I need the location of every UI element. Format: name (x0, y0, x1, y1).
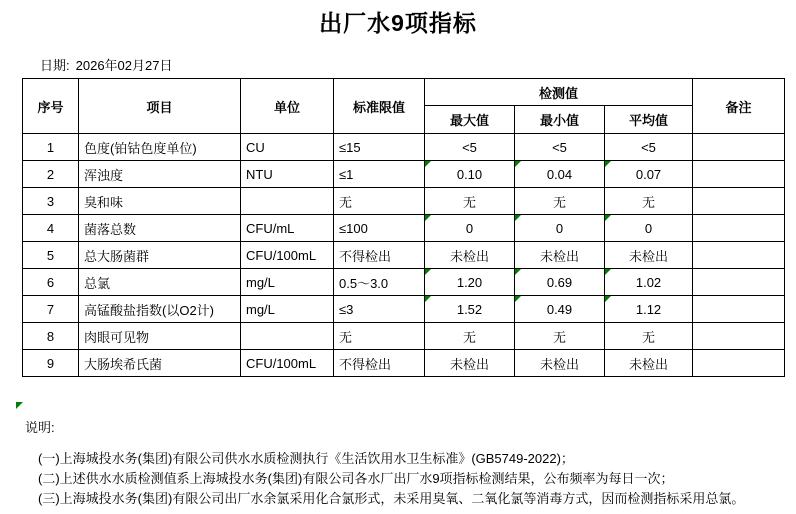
excel-flag-icon (515, 215, 521, 221)
cell-unit: CFU/100mL (241, 350, 334, 377)
cell-max: 无 (425, 188, 515, 215)
cell-limit: 无 (334, 188, 425, 215)
table-row (23, 350, 785, 377)
cell-item: 总氯 (79, 269, 241, 296)
notes-label: 说明: (25, 420, 55, 435)
cell-min: 无 (515, 188, 605, 215)
cell-unit (241, 323, 334, 350)
cell-unit: mg/L (241, 296, 334, 323)
report-date (40, 55, 172, 74)
table-row (23, 215, 785, 242)
cell-remark (693, 269, 785, 296)
cell-item: 浑浊度 (79, 161, 241, 188)
cell-avg: 0 (605, 215, 693, 242)
cell-index: 8 (23, 323, 79, 350)
cell-max: 1.52 (425, 296, 515, 323)
excel-flag-icon (605, 296, 611, 302)
date-label: 日期: (40, 58, 70, 73)
cell-avg: 未检出 (605, 350, 693, 377)
note-line: (三)上海城投水务(集团)有限公司出厂水余氯采用化合氯形式，未采用臭氧、二氧化氯等消毒方式，因而检测指标采用总氯。 (38, 491, 745, 506)
date-value: 2026年02月27日 (75, 58, 173, 73)
cell-max: 1.20 (425, 269, 515, 296)
cell-item: 色度(铂钴色度单位) (79, 134, 241, 161)
cell-limit: 0.5～3.0 (334, 269, 425, 296)
cell-limit: ≤1 (334, 161, 425, 188)
cell-max: 无 (425, 323, 515, 350)
cell-remark (693, 134, 785, 161)
cell-max: 未检出 (425, 242, 515, 269)
cell-min: 0.69 (515, 269, 605, 296)
cell-limit: ≤15 (334, 134, 425, 161)
cell-limit: 无 (334, 323, 425, 350)
cell-index: 7 (23, 296, 79, 323)
table-row (23, 269, 785, 296)
cell-min: 0.04 (515, 161, 605, 188)
cell-item: 高锰酸盐指数(以O2计) (79, 296, 241, 323)
header-row-1 (23, 79, 785, 106)
cell-min: 未检出 (515, 350, 605, 377)
cell-avg: <5 (605, 134, 693, 161)
cell-avg: 1.12 (605, 296, 693, 323)
cell-index: 2 (23, 161, 79, 188)
col-header-limit: 标准限值 (334, 79, 425, 134)
cell-avg: 0.07 (605, 161, 693, 188)
cell-limit: 不得检出 (334, 242, 425, 269)
cell-avg: 1.02 (605, 269, 693, 296)
cell-remark (693, 296, 785, 323)
cell-avg: 未检出 (605, 242, 693, 269)
cell-item: 菌落总数 (79, 215, 241, 242)
cell-item: 大肠埃希氏菌 (79, 350, 241, 377)
cell-remark (693, 323, 785, 350)
notes-section (38, 449, 744, 509)
table-row (23, 242, 785, 269)
excel-flag-icon (605, 269, 611, 275)
cell-unit: mg/L (241, 269, 334, 296)
col-header-max: 最大值 (425, 106, 515, 134)
cell-index: 3 (23, 188, 79, 215)
cell-unit: NTU (241, 161, 334, 188)
cell-limit: ≤3 (334, 296, 425, 323)
excel-flag-icon (425, 215, 431, 221)
cell-min: 0 (515, 215, 605, 242)
table-row (23, 188, 785, 215)
cell-item: 总大肠菌群 (79, 242, 241, 269)
excel-flag-icon (515, 269, 521, 275)
cell-remark (693, 350, 785, 377)
indicator-table (22, 78, 785, 377)
cell-unit: CU (241, 134, 334, 161)
cell-max: 未检出 (425, 350, 515, 377)
cell-index: 4 (23, 215, 79, 242)
cell-index: 5 (23, 242, 79, 269)
cell-unit (241, 188, 334, 215)
page-title: 出厂水9项指标 (319, 10, 477, 36)
cell-remark (693, 242, 785, 269)
cell-item: 肉眼可见物 (79, 323, 241, 350)
table-row (23, 323, 785, 350)
col-header-avg: 平均值 (605, 106, 693, 134)
excel-flag-icon (16, 402, 23, 409)
cell-remark (693, 161, 785, 188)
cell-limit: ≤100 (334, 215, 425, 242)
note-line: (一)上海城投水务(集团)有限公司供水水质检测执行《生活饮用水卫生标准》(GB5749-2022)； (38, 451, 574, 466)
cell-min: <5 (515, 134, 605, 161)
col-header-detection-group: 检测值 (425, 79, 693, 106)
table-row (23, 296, 785, 323)
cell-index: 6 (23, 269, 79, 296)
excel-flag-icon (515, 161, 521, 167)
cell-unit: CFU/100mL (241, 242, 334, 269)
cell-index: 1 (23, 134, 79, 161)
col-header-item: 项目 (79, 79, 241, 134)
cell-limit: 不得检出 (334, 350, 425, 377)
cell-min: 无 (515, 323, 605, 350)
table-row (23, 134, 785, 161)
cell-max: 0.10 (425, 161, 515, 188)
excel-flag-icon (425, 296, 431, 302)
col-header-unit: 单位 (241, 79, 334, 134)
cell-remark (693, 215, 785, 242)
cell-max: 0 (425, 215, 515, 242)
cell-min: 0.49 (515, 296, 605, 323)
cell-max: <5 (425, 134, 515, 161)
col-header-index: 序号 (23, 79, 79, 134)
cell-min: 未检出 (515, 242, 605, 269)
cell-avg: 无 (605, 188, 693, 215)
cell-index: 9 (23, 350, 79, 377)
cell-remark (693, 188, 785, 215)
cell-avg: 无 (605, 323, 693, 350)
excel-flag-icon (425, 161, 431, 167)
cell-unit: CFU/mL (241, 215, 334, 242)
excel-flag-icon (605, 161, 611, 167)
excel-flag-icon (605, 215, 611, 221)
note-line: (二)上述供水水质检测值系上海城投水务(集团)有限公司各水厂出厂水9项指标检测结果，公布频率为每日一次； (38, 471, 674, 486)
excel-flag-icon (515, 296, 521, 302)
excel-flag-icon (425, 269, 431, 275)
table-row (23, 161, 785, 188)
col-header-min: 最小值 (515, 106, 605, 134)
col-header-remark: 备注 (693, 79, 785, 134)
cell-item: 臭和味 (79, 188, 241, 215)
